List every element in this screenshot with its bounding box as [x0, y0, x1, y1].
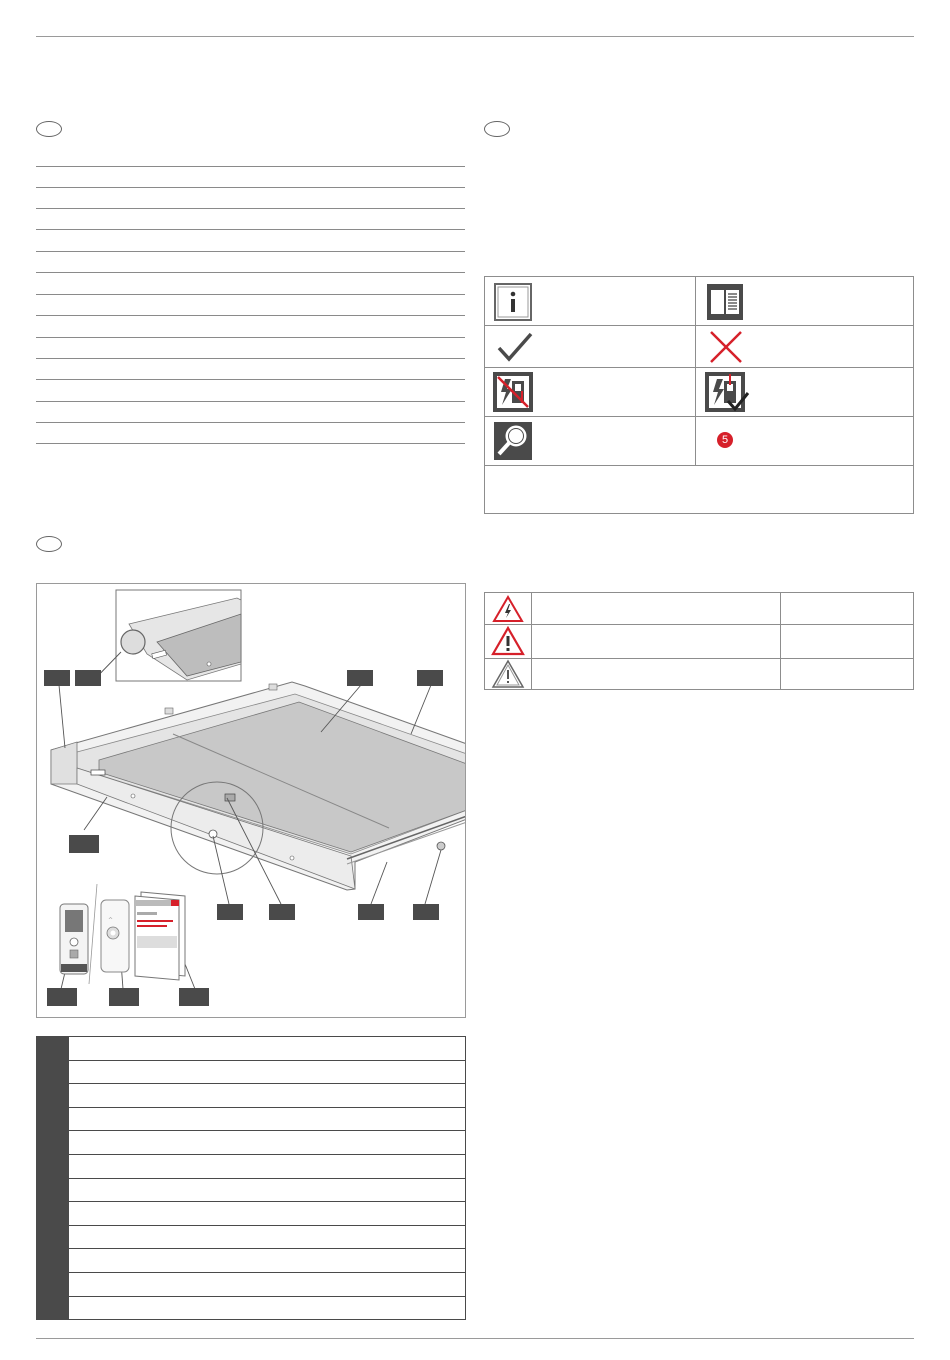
list-rule — [36, 294, 465, 295]
svg-text:^: ^ — [108, 917, 114, 924]
parts-legend-table — [36, 1036, 466, 1320]
legend-number-cell — [37, 1249, 69, 1272]
legend-row — [37, 1084, 465, 1108]
table-rule — [485, 325, 913, 326]
list-rule — [36, 251, 465, 252]
legend-number-cell — [37, 1131, 69, 1154]
legend-row — [37, 1273, 465, 1297]
list-rule — [36, 208, 465, 209]
callout-label — [109, 988, 139, 1006]
list-rule — [36, 422, 465, 423]
magnifier-icon — [493, 421, 533, 461]
legend-number-cell — [37, 1179, 69, 1202]
step-number-icon: 5 — [717, 432, 733, 448]
table-rule — [485, 367, 913, 368]
list-rule — [36, 187, 465, 188]
legend-row — [37, 1202, 465, 1226]
language-badge — [36, 536, 62, 552]
legend-number-cell — [37, 1084, 69, 1107]
legend-number-cell — [37, 1297, 69, 1321]
cross-icon — [708, 329, 744, 365]
legend-number-cell — [37, 1273, 69, 1296]
checkmark-icon — [496, 331, 534, 363]
list-rule — [36, 358, 465, 359]
list-rule — [36, 315, 465, 316]
legend-number-cell — [37, 1037, 69, 1060]
legend-row — [37, 1249, 465, 1273]
book-icon — [706, 283, 744, 321]
table-rule — [485, 624, 913, 625]
table-rule — [485, 658, 913, 659]
caution-warning-icon — [491, 659, 525, 689]
no-power-switch-icon — [492, 371, 534, 413]
legend-row — [37, 1155, 465, 1179]
table-rule — [531, 593, 532, 689]
legend-row — [37, 1179, 465, 1203]
legend-number-cell — [37, 1202, 69, 1225]
callout-label — [69, 835, 99, 853]
product-illustration — [36, 583, 466, 1018]
table-rule — [695, 277, 696, 466]
power-switch-check-icon — [704, 371, 750, 415]
legend-number-cell — [37, 1155, 69, 1178]
callout-label — [358, 904, 384, 920]
callout-label — [47, 988, 77, 1006]
warning-table — [484, 592, 914, 690]
list-rule — [36, 166, 465, 167]
legend-number-cell — [37, 1226, 69, 1249]
table-rule — [485, 416, 913, 417]
callout-label — [347, 670, 373, 686]
list-rule — [36, 229, 465, 230]
language-badge — [36, 121, 62, 137]
table-rule — [780, 593, 781, 689]
callout-label — [217, 904, 243, 920]
awning-drawing — [37, 584, 466, 1018]
legend-row — [37, 1061, 465, 1085]
electric-warning-icon — [492, 595, 524, 623]
footer-rule — [36, 1338, 914, 1339]
table-rule — [485, 465, 913, 466]
header-rule — [36, 36, 914, 37]
legend-number-cell — [37, 1061, 69, 1084]
exclamation-warning-icon — [491, 626, 525, 656]
legend-row — [37, 1108, 465, 1132]
list-rule — [36, 272, 465, 273]
callout-label — [44, 670, 70, 686]
callout-label — [75, 670, 101, 686]
list-rule — [36, 379, 465, 380]
legend-row — [37, 1131, 465, 1155]
list-rule — [36, 337, 465, 338]
list-rule — [36, 443, 465, 444]
info-icon — [494, 283, 532, 321]
legend-row — [37, 1297, 465, 1321]
callout-label — [179, 988, 209, 1006]
legend-row — [37, 1037, 465, 1061]
callout-label — [269, 904, 295, 920]
list-rule — [36, 401, 465, 402]
callout-label — [417, 670, 443, 686]
legend-number-cell — [37, 1108, 69, 1131]
language-badge — [484, 121, 510, 137]
callout-label — [413, 904, 439, 920]
symbol-table — [484, 276, 914, 514]
legend-row — [37, 1226, 465, 1250]
